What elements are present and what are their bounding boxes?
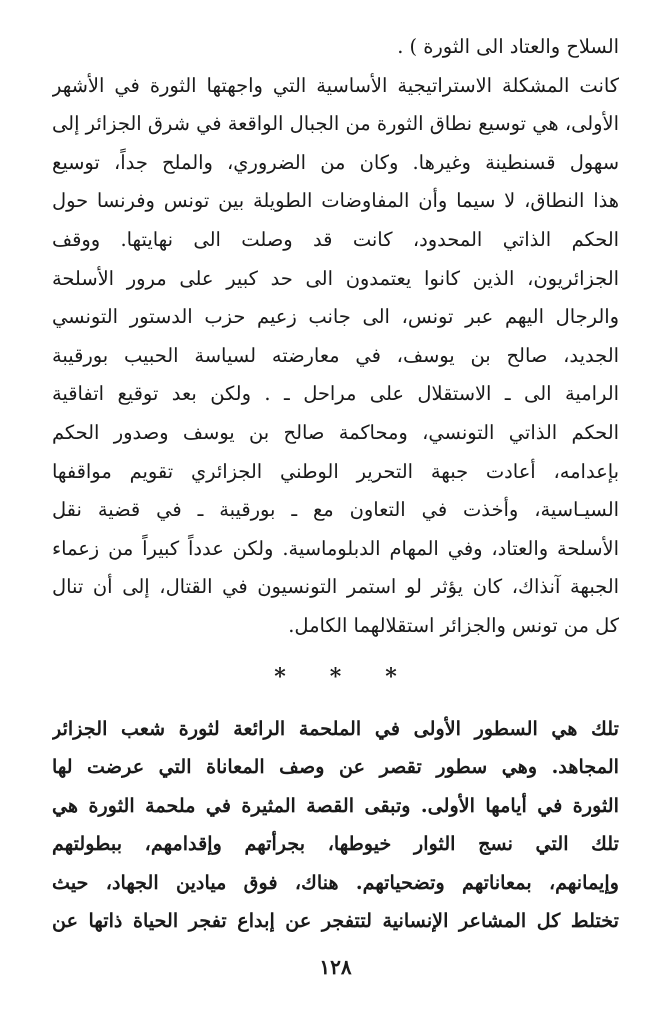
text-line: والرجال اليهم عبر تونس، الى جانب زعيم حزب الدستور التونسي <box>52 305 619 329</box>
text-line: بإعدامه، أعادت جبهة التحرير الوطني الجزائري تقويم مواقفها <box>52 459 619 483</box>
text-line: تلك التي نسج الثوار خيوطها، بجرأتهم وإقدامهم، ببطولتهم <box>52 832 619 856</box>
paragraph-closing <box>52 710 619 942</box>
text-line: تلك هي السطور الأولى في الملحمة الرائعة لثورة شعب الجزائر <box>52 716 619 740</box>
page-body <box>52 28 619 941</box>
text-line: الثورة في أيامها الأولى. وتبقى القصة المثيرة في ملحمة الثورة هي <box>52 793 619 817</box>
text-line: سهول قسنطينة وغيرها. وكان من الضروري، والملح جداً، توسيع <box>52 150 619 174</box>
text-line: الرامية الى ـ الاستقلال على مراحل ـ . ولكن بعد توقيع اتفاقية <box>52 382 619 406</box>
text-line: كانت المشكلة الاستراتيجية الأساسية التي واجهتها الثورة في الأشهر <box>52 73 619 97</box>
text-line: هذا النطاق، لا سيما وأن المفاوضات الطويلة بين تونس وفرنسا حول <box>52 189 619 213</box>
text-line: الأسلحة والعتاد، وفي المهام الدبلوماسية. ولكن عدداً كبيراً من زعماء <box>52 536 619 560</box>
asterisk-separator: * <box>274 663 286 690</box>
text-line: الجزائريون، الذين كانوا يعتمدون الى حد كبير على مرور الأسلحة <box>52 266 619 290</box>
text-line: وإيمانهم، بمعاناتهم وتضحياتهم. هناك، فوق ميادين الجهاد، حيث <box>52 870 619 894</box>
text-line: السلاح والعتاد الى الثورة ) . <box>397 35 619 58</box>
text-line: الحكم الذاتي التونسي، ومحاكمة صالح بن يوسف وصدور الحكم <box>52 420 619 444</box>
section-separator <box>52 646 619 708</box>
text-line: الجديد، صالح بن يوسف، في معارضته لسياسة الحبيب بورقيبة <box>52 343 619 367</box>
asterisk-separator: * <box>385 663 397 690</box>
page-number: ١٢٨ <box>319 955 352 979</box>
text-line: تختلط كل المشاعر الإنسانية لتتفجر عن إبداع تفجر الحياة ذاتها عن <box>52 909 619 933</box>
paragraph-main <box>52 28 619 646</box>
asterisk-separator: * <box>329 663 342 690</box>
text-line: السيـاسية، وأخذت في التعاون مع ـ بورقيبة ـ في قضية نقل <box>52 498 619 522</box>
text-line: الأولى، هي توسيع نطاق الثورة من الجبال الواقعة في شرق الجزائر إلى <box>52 112 619 136</box>
text-line: المجاهد. وهي سطور تقصر عن وصف المعاناة التي عرضت لها <box>52 755 619 779</box>
text-line: كل من تونس والجزائر استقلالهما الكامل. <box>288 613 619 637</box>
text-line: الحكم الذاتي المحدود، كانت قد وصلت الى نهايتها. ووقف <box>52 227 619 251</box>
text-line: الجبهة آنذاك، كان يؤثر لو استمر التونسيون في القتال، إلى أن تنال <box>52 575 619 599</box>
